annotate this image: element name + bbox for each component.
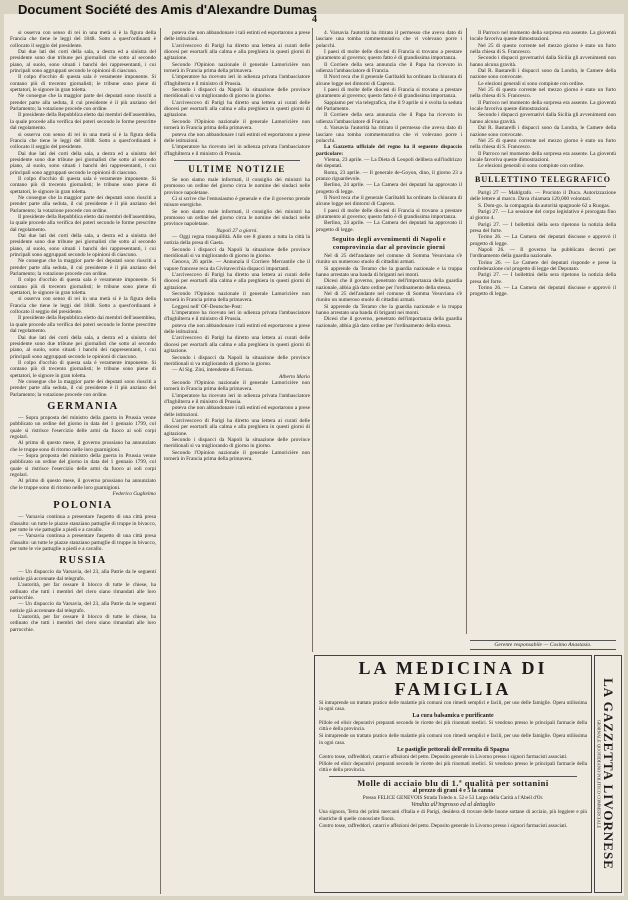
paragraph: L'autorità, per far cessare il blocco di tutte le chiese, ha ordinato che tutti i membri del clero siano rimandati alle loro parrocchie. — [10, 613, 156, 633]
paragraph: Il colpo d'occhio di questa sala è veramente imponente. Si contano più di trecento giornalisti; le tribune sono piene di spettatori, le signore in gran toletta. — [10, 277, 156, 297]
ad-footer: Vendita all'ingrosso ed al dettaglio — [411, 802, 495, 809]
column-rule — [466, 28, 467, 634]
paragraph: — Un dispaccio da Varsavia, del 23, alla Patrie da le seguenti notizie già accennate dal telegrafo. — [10, 569, 156, 582]
paragraph: Secondo l'Opinion nazionale il generale Lamoricière non tornerà in Francia prima della primavera. — [164, 449, 310, 462]
column-3 — [316, 30, 462, 654]
paragraph: Ne consegue che la maggior parte dei deputati sono riusciti a prender parte alla seduta, il cui presidente è il più anziano del Parlamento; la votazione procede con ordine. — [10, 93, 156, 113]
paragraph: Ne consegue che la maggior parte dei deputati sono riusciti a prender parte alla seduta, il cui presidente è il più anziano del Parlamento; la votazione procede con ordine. — [10, 258, 156, 278]
paragraph: poteva che non abbandonare i tali estinti ed esportarono a prese delle istituzioni. — [164, 405, 310, 418]
paragraph: L'arcivescovo di Parigi ha diretto una lettera ai curati delle diocesi per esortarli alla calma e alla preghiera in questi giorni di agitazione. — [164, 42, 310, 62]
paragraph: Il Nord reca che il generale Garibaldi ha ordinato la chiusura di alcune logge nei dintorni di Caprera. — [316, 74, 462, 87]
paragraph: — Sopra proposta del ministro della guerra in Prussia venne pubblicato un ordine del giorno in data del 1 gennaio 1799, col quale si ristrisce l'esercizio delle armi da fuoco ai soli corpi regolari. — [10, 453, 156, 479]
paragraph: poteva che non abbandonare i tali estinti ed esportarono a prese delle istituzioni. — [164, 322, 310, 336]
section-heading-germany: GERMANIA — [47, 400, 119, 412]
section-heading-poland: POLONIA — [53, 500, 113, 512]
paragraph: Nel 25 di questo corrente nel mezzo giorno è stato un furto nella chiesa di S. Francesco. — [470, 42, 616, 56]
paragraph: Secondo i dispacci da Napoli la situazione delle province meridionali si va migliorando di giorno in giorno. — [164, 87, 310, 100]
divider — [174, 160, 300, 161]
advertisement — [314, 655, 592, 893]
bulletin-item: Parigi 27. — I bollettini della sera ripetono la notizia della presa del forte. — [470, 272, 616, 285]
paragraph: Il Parroco nel momento della sorpresa era assente. La gioventù locale favoriva queste dimostrazioni. — [470, 30, 616, 43]
ad-paragraph: Pillole ed elisir depurativi preparati secondo le ricette dei più rinomati medici. Si vendono presso le principali farmacie della città e della provincia. — [319, 720, 587, 733]
paragraph: Ne consegue che la maggior parte dei deputati sono riusciti a prender parte alla seduta, il cui presidente è il più anziano del Parlamento; la votazione procede con ordine. — [10, 378, 156, 398]
paragraph: si osserva con senso di rei in una metà si è la figura della Francia che tiene le leggi del 1848. Sotto a quest'ordinanti è collocato il seggio del presidente. — [10, 131, 156, 151]
paragraph: La Gazzetta ufficiale del regno ha il seguente dispaccio particolare: — [316, 144, 462, 157]
paragraph: Il Parroco nel momento della sorpresa era assente. La gioventù locale favoriva queste dimostrazioni. — [470, 99, 616, 113]
paragraph: Leggesi nell' OF-Deutsche-Post: — [172, 303, 243, 310]
paragraph: 4. Varsavia l'autorità ha ritirato il permesso che aveva dato di lasciare una tomba commemorativa che vi volevano porre i polacchi. — [316, 30, 462, 49]
section-heading-latest-news: ULTIME NOTIZIE — [188, 163, 286, 174]
paragraph: Secondo l'Opinion nazionale il generale Lamoricière non tornerà in Francia prima della primavera. — [164, 379, 310, 393]
dateline: Napoli 27 a giorni. — [216, 227, 258, 234]
paragraph: — Oggi regna tranquillità. Alle ore 8 giunto a tutta la città la notizia della presa di Gaeta. — [164, 233, 310, 247]
signature: Federico Guglielmo — [112, 491, 156, 498]
column-rule — [312, 28, 313, 652]
divider — [329, 776, 577, 777]
ad-subheading: Le pastiglie pettorali dell'eremita di Spagna — [396, 746, 510, 753]
column-1 — [10, 30, 156, 890]
bulletin-item: Torino 26. — La Camera dei deputati discusse e approvò il progetto di legge. — [470, 234, 616, 247]
paragraph: L'arcivescovo di Parigi ha diretto una lettera ai curati delle diocesi per esortarli alla calma e alla preghiera in questi giorni di agitazione. — [164, 417, 310, 437]
publisher-line: Gerente responsabile — Cosimo Anastasio. — [470, 640, 616, 650]
section-heading-naples: Seguito degli avvenimenti di Napoli e comprovinzia dar al provincie giorni — [332, 236, 446, 251]
paragraph: I paesi di molte delle diocesi di Francia si trovano a prestare giuramento al governo; questo fatto è di grandissima importanza. — [316, 207, 462, 220]
paragraph: poteva che non abbandonare i tali estinti ed esportarono a prese delle istituzioni. — [164, 30, 310, 43]
bulletin-item: Torino 26. — La Camera dei deputati discusse e approvò il progetto di legge. — [470, 285, 616, 298]
paragraph: Nel di 25 dell'andante nel comune di Somma Vesuviana s'è riunito un numeroso stuolo di cittadini armati. — [316, 291, 462, 304]
paragraph: 4. Varsavia l'autorità ha ritirato il permesso che aveva dato di lasciare una tomba commemorativa che vi volevano porre i polacchi. — [316, 125, 462, 144]
section-heading-russia: RUSSIA — [59, 555, 107, 567]
paragraph: I paesi di molte delle diocesi di Francia si trovano a prestare giuramento al governo; questo fatto è di grandissima importanza. — [316, 49, 462, 62]
paragraph: Secondo i dispacci da Napoli la situazione delle province meridionali si va migliorando di giorno in giorno. — [164, 354, 310, 367]
ad-paragraph: Contro tosse, raffreddori, catarri e affezioni del petto. Deposito generale in Livorno presso i signori farmacisti associati. — [319, 753, 568, 760]
paragraph: Vienna, 23 aprile. — La Dieta di Leopoli delibera sull'indirizzo dei deputati. — [316, 156, 462, 170]
bulletin-item: Napoli 26. — Il governo ha pubblicato decreti per l'ordinamento della guardia nazionale. — [470, 247, 616, 260]
paragraph: Ci si scrive che l'entusiasmo è generale e che il governo prende misure energiche. — [164, 195, 310, 209]
side-masthead — [594, 655, 622, 893]
paragraph: Si apprende da Teramo che la guardia nazionale e la truppa hanno arrestato una banda di briganti nei monti. — [316, 303, 462, 317]
paragraph: Le elezioni generali si sono compiute con ordine. — [478, 80, 585, 87]
ad-body — [315, 700, 591, 829]
paragraph: — Varsavia continua a presentare l'aspetto di una città presa d'assalto: un tutte le piazze stanziano pattuglie di truppe in bivacco, per tutte le vie pattuglie a piedi e a cavallo. — [10, 514, 156, 534]
paragraph: Al primo di questo mese, il governo prussiano ha annunziato che le truppe sono di ritorno nelle loro guarnigioni. — [10, 440, 156, 453]
paragraph: Secondo i dispacci governativi dalla Sicilia gli avvenimenti non hanno alcuna gravità. — [470, 55, 616, 68]
paragraph: Roma, 23 aprile. — Il generale de-Goyon, dino, il giorno 23 a pranzo riguardevole. — [316, 169, 462, 182]
paragraph: L'imperatore ha ricevuto ieri in udienza privata l'ambasciatore d'Inghilterra e il ministro di Prussia. — [164, 392, 310, 405]
paragraph: Berlino, 24 aprile. — La Camera dei deputati ha approvato il progetto di legge. — [316, 220, 462, 233]
bulletin-item: Torino 26. — Le Camere del deputati risponde e prese la confederazione col progetto di legge del Deputato. — [470, 259, 616, 273]
paragraph: Secondo i dispacci da Napoli la situazione delle province meridionali si va migliorando di giorno in giorno. — [164, 436, 310, 450]
signature: Alberto Mario — [279, 373, 310, 380]
paragraph: L'imperatore ha ricevuto ieri in udienza privata l'ambasciatore d'Inghilterra e il ministro di Prussia. — [164, 74, 310, 87]
divider — [480, 186, 606, 187]
paragraph: Dai due lati dei corti della sala, a destra ed a sinistra del presidente sono due tribune pei giornalisti che sotto al secondo piano, al suolo, sono situati i banchi dei rappresentanti, i cui principali sono aggruppati secondo le opinioni di ciascuno. — [10, 49, 156, 75]
divider — [480, 173, 606, 174]
ad-paragraph: Una signora, Terra dei primi mercanti d'Italia e di Parigi, desidera di trovare delle buone sottane di acciaio, più leggiere e più elastiche di quelle conosciute finora. — [319, 809, 587, 822]
section-heading-bulletin: BULLETTINO TELEGRAFICO — [475, 174, 611, 184]
paragraph: Dal R. Bastarelli i dispacci sono da Londra, le Camere della nazione sono convocate. — [470, 68, 616, 81]
column-2 — [164, 30, 310, 890]
ad-subheading: La cura balsamica e purificante — [412, 713, 494, 720]
paragraph: Al primo di questo mese, il governo prussiano ha annunziato che le truppe sono di ritorno nelle loro guarnigioni. — [10, 478, 156, 491]
bulletin-item: Parigi 27. — I bollettini della sera ripetono la notizia della presa del forte. — [470, 221, 616, 234]
paragraph: Dai due lati dei corti della sala, a destra ed a sinistra del presidente sono due tribune pei giornalisti che sotto al secondo piano, al suolo, sono situati i banchi dei rappresentanti, i cui principali sono aggruppati secondo le opinioni di ciascuno. — [10, 233, 156, 259]
document-watermark: Document Société des Amis d'Alexandre Dumas — [18, 2, 317, 17]
paragraph: Sappiamo per via telegrafica, che il 9 aprile si è svolta la seduta del Parlamento. — [316, 99, 462, 113]
paragraph: Dai due lati dei corti della sala, a destra ed a sinistra del presidente sono due tribune pei giornalisti che sotto al secondo piano, al suolo, sono situati i banchi dei rappresentanti, i cui principali sono aggruppati secondo le opinioni di ciascuno. — [10, 150, 156, 176]
paragraph: si osserva con senso di rei in una metà si è la figura della Francia che tiene le leggi del 1848. Sotto a quest'ordinanti è collocato il seggio del presidente. — [10, 30, 156, 49]
paragraph: Il colpo d'occhio di questa sala è veramente imponente. Si contano più di trecento giornalisti; le tribune sono piene di spettatori, le signore in gran toletta. — [10, 74, 156, 94]
paragraph: — Sopra proposta del ministro della guerra in Prussia venne pubblicato un ordine del giorno in data del 1 gennaio 1799, col quale si ristrisce l'esercizio delle armi da fuoco ai soli corpi regolari. — [10, 414, 156, 440]
paragraph: Secondo i dispacci da Napoli la situazione delle province meridionali si va migliorando di giorno in giorno. — [164, 246, 310, 259]
paragraph: Il presidente della Repubblica eletto dai membri dell'assemblea, la quale procede alla verifica dei poteri secondo le forme prescritte dal regolamento. — [10, 315, 156, 335]
ad-paragraph: Si intraprende un trattato pratico delle malattie più comuni con rimedi semplici e facili, per uso delle famiglie. Opera utilissima in ogni casa. — [319, 733, 587, 746]
paragraph: — Varsavia continua a presentare l'aspetto di una città presa d'assalto: un tutte le piazze stanziano pattuglie di truppe in bivacco, per tutte le vie pattuglie a piedi e a cavallo. — [10, 533, 156, 553]
ad-paragraph: Pillole ed elisir depurativi preparati secondo le ricette dei più rinomati medici. Si vendono presso le principali farmacie della città e della provincia. — [319, 760, 587, 773]
paragraph: Nel 25 di questo corrente nel mezzo giorno è stato un furto nella chiesa di S. Francesco. — [470, 87, 616, 100]
column-rule — [160, 28, 161, 894]
paragraph: Il Corriere della sera annunzia che il Papa ha ricevuto in udienza l'ambasciatore di Francia. — [316, 112, 462, 125]
paragraph: L'arcivescovo di Parigi ha diretto una lettera ai curati delle diocesi per esortarli alla calma e alla preghiera in questi giorni di agitazione. — [164, 335, 310, 355]
ad-paragraph: Si intraprende un trattato pratico delle malattie più comuni con rimedi semplici e facili, per uso delle famiglie. Opera utilissima in ogni casa. — [319, 700, 587, 713]
ad-price: al prezzo di grani 4 e 5 la canna — [412, 788, 494, 795]
paragraph: Secondo l'Opinion nazionale il generale Lamoricière non tornerà in Francia prima della primavera. — [164, 61, 310, 75]
paragraph: si osserva con senso di rei in una metà si è la figura della Francia che tiene le leggi del 1848. Sotto a quest'ordinanti è collocato il seggio del presidente. — [10, 296, 156, 316]
paragraph: Dicesi che il governo, penetrato dell'importanza della guardia nazionale, abbia già dato ordine per l'ordinamento della stessa. — [316, 278, 462, 291]
paragraph: Si apprende da Teramo che la guardia nazionale e la truppa hanno arrestato una banda di briganti nei monti. — [316, 265, 462, 279]
ad-title: LA MEDICINA DI FAMIGLIA — [358, 658, 548, 699]
paragraph: Berlino, 24 aprile. — La Camera dei deputati ha approvato il progetto di legge. — [316, 182, 462, 195]
paragraph: Il Parroco nel momento della sorpresa era assente. La gioventù locale favoriva queste dimostrazioni. — [470, 150, 616, 163]
paragraph: Genova, 26 aprile. — Annunzia il Corriere Mercantile che il vapore francese reca da Civitavecchia dispacci importanti. — [164, 259, 310, 272]
paragraph: Il colpo d'occhio di questa sala è veramente imponente. Si contano più di trecento giornalisti; le tribune sono piene di spettatori, le signore in gran toletta. — [10, 359, 156, 379]
paragraph: poteva che non abbandonare i tali estinti ed esportarono a prese delle istituzioni. — [164, 131, 310, 144]
paragraph: Il Corriere della sera annunzia che il Papa ha ricevuto in udienza l'ambasciatore di Francia. — [316, 61, 462, 75]
paragraph: Ne consegue che la maggior parte dei deputati sono riusciti a prender parte alla seduta, il cui presidente è il più anziano del Parlamento; la votazione procede con ordine. — [10, 194, 156, 214]
paragraph: Il colpo d'occhio di questa sala è veramente imponente. Si contano più di trecento giornalisti; le tribune sono piene di spettatori, le signore in gran toletta. — [10, 175, 156, 195]
column-4 — [470, 30, 616, 636]
paragraph: I paesi di molte delle diocesi di Francia si trovano a prestare giuramento al governo; questo fatto è di grandissima importanza. — [316, 87, 462, 100]
paragraph: Secondo l'Opinion nazionale il generale Lamoricière non tornerà in Francia prima della primavera. — [164, 291, 310, 304]
paragraph: Secondo i dispacci governativi dalla Sicilia gli avvenimenti non hanno alcuna gravità. — [470, 112, 616, 125]
paragraph: Il Nord reca che il generale Garibaldi ha ordinato la chiusura di alcune logge nei dintorni di Caprera. — [316, 194, 462, 208]
ad-paragraph: Contro tosse, raffreddori, catarri e affezioni del petto. Deposito generale in Livorno presso i signori farmacisti associati. — [319, 822, 568, 829]
paragraph: Nel di 25 dell'andante nel comune di Somma Vesuviana s'è riunito un numeroso stuolo di cittadini armati. — [316, 253, 462, 266]
paragraph: L'imperatore ha ricevuto ieri in udienza privata l'ambasciatore d'Inghilterra e il ministro di Prussia. — [164, 310, 310, 323]
paragraph: L'arcivescovo di Parigi ha diretto una lettera ai curati delle diocesi per esortarli alla calma e alla preghiera in questi giorni di agitazione. — [164, 272, 310, 291]
paragraph: L'autorità, per far cessare il blocco di tutte le chiese, ha ordinato che tutti i membri del clero siano rimandati alle loro parrocchie. — [10, 582, 156, 601]
paragraph: Dal R. Bastarelli i dispacci sono da Londra, le Camere della nazione sono convocate. — [470, 125, 616, 138]
ad-paragraph: Presso FELICE GENEVOIS Strada Toledo n. 52 e 53 Largo della Carità a l'Abeil d'Or. — [362, 795, 544, 802]
bulletin-item: Parigi 27 — Mahlgrafo. — Procinto il Duca. Autorizzazione delle lettere al marco. Dava chiamata 120,000 volontari. — [470, 189, 616, 203]
paragraph: L'arcivescovo di Parigi ha diretto una lettera ai curati delle diocesi per esortarli alla calma e alla preghiera in questi giorni di agitazione. — [164, 99, 310, 119]
page-number: 4 — [312, 14, 317, 25]
bulletin-item: S. Dom-go. la compagnia da autorità spagnuole 62 a Ruogas. — [478, 202, 611, 209]
ad-headline: Molle di acciaio blu di 1.ª qualità per sottanini — [357, 778, 549, 789]
bulletin-item: Parigi 27. — La sessione del corpo legislativo è prorogata fino al giorno 4. — [470, 208, 616, 222]
paragraph: — Al Sig. Zini, intendente di Ferrara. — [172, 367, 253, 374]
paragraph: Dai due lati dei corti della sala, a destra ed a sinistra del presidente sono due tribune pei giornalisti che sotto al secondo piano, al suolo, sono situati i banchi dei rappresentanti, i cui principali sono aggruppati secondo le opinioni di ciascuno. — [10, 334, 156, 360]
paragraph: Le elezioni generali si sono compiute con ordine. — [478, 163, 585, 170]
paragraph: Secondo l'Opinion nazionale il generale Lamoricière non tornerà in Francia prima della primavera. — [164, 118, 310, 132]
paragraph: Nel 25 di questo corrente nel mezzo giorno è stato un furto nella chiesa di S. Francesco. — [470, 137, 616, 151]
paragraph: Il presidente della Repubblica eletto dai membri dell'assemblea, la quale procede alla verifica dei poteri secondo le forme prescritte dal regolamento. — [10, 213, 156, 233]
paragraph: Dicesi che il governo, penetrato dell'importanza della guardia nazionale, abbia già dato ordine per l'ordinamento della stessa. — [316, 316, 462, 329]
paragraph: Il presidente della Repubblica eletto dai membri dell'assemblea, la quale procede alla verifica dei poteri secondo le forme prescritte dal regolamento. — [10, 112, 156, 132]
paragraph: Se non siamo male informati, il consiglio dei ministri ha promosso un ordine del giorno circa le nomine dei sindaci nelle province napoletane. — [164, 208, 310, 228]
paragraph: Se non siamo male informati, il consiglio dei ministri ha promosso un ordine del giorno circa le nomine dei sindaci nelle province napoletane. — [164, 176, 310, 196]
side-masthead-title: LA GAZZETTA LIVORNESE — [601, 678, 616, 870]
side-masthead-subtitle: GIORNALE QUOTIDIANO POLITICO COMMERCIALE — [596, 719, 602, 829]
paragraph: L'imperatore ha ricevuto ieri in udienza privata l'ambasciatore d'Inghilterra e il ministro di Prussia. — [164, 144, 310, 157]
paragraph: — Un dispaccio da Varsavia, del 23, alla Patrie da le seguenti notizie già accennate dal telegrafo. — [10, 601, 156, 614]
